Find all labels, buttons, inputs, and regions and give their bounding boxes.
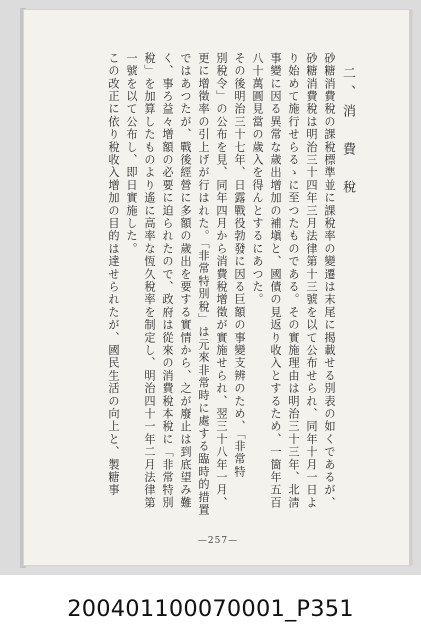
text-column-12: 一號を以て公布し、即日實施した。 [125,52,138,256]
page-number: —257— [197,536,239,546]
text-column-2: 砂糖消費稅は明治三十四年三月法律第十三號を以て公布せられ、同年十月一日よ [305,52,318,510]
text-column-1: 砂糖消費稅の課稅標準並に課稅率の變遷は末尾に揭載せる別表の如くであるが、 [323,52,336,510]
text-column-6: その後明治三十七年、日露戰役勃發に因る巨額の事變支辨のため、「非常特 [233,52,246,479]
image-id-caption: 200401100070001_P351 [67,596,354,622]
document-page [24,10,412,565]
text-column-10: く、事ろ益々增額の必要に迫られたので、政府は從來の消費稅本稅に「非常特別 [161,52,174,510]
vertical-text-block [106,52,356,522]
text-column-3: り始めて施行せらるゝに至つたものである。その實施理由は明治三十三年、北淸 [287,52,300,510]
text-column-8: 更に增徵率の引上げが行はれた。「非常特別稅」は元來非常時に處する臨時的措置 [197,52,210,517]
text-column-7: 別稅令」の公布を見、同年四月から消費稅增徵が實施せられ、翌三十八年一月、 [215,52,228,510]
section-heading: 二、消 費 稅 [340,66,355,199]
text-column-13: この改正に依り稅收入增加の目的は達せられたが、國民生活の向上と、製糖事 [107,52,120,497]
text-column-4: 事變に因る異常な歲出增加の補塡と、國債の見返り收入とするため、一箇年五百 [269,52,282,510]
text-column-5: 八十萬圓見當の歲入を得んとするにあつた。 [251,52,264,306]
text-column-9: ではあつたが、戰後經營に多額の歲出を要する實情から、之が廢止は到底望み難 [179,52,192,510]
text-column-11: 稅」を加算したものより遙に高率な恆久稅率を制定し、明治四十一年二月法律第 [143,52,156,510]
